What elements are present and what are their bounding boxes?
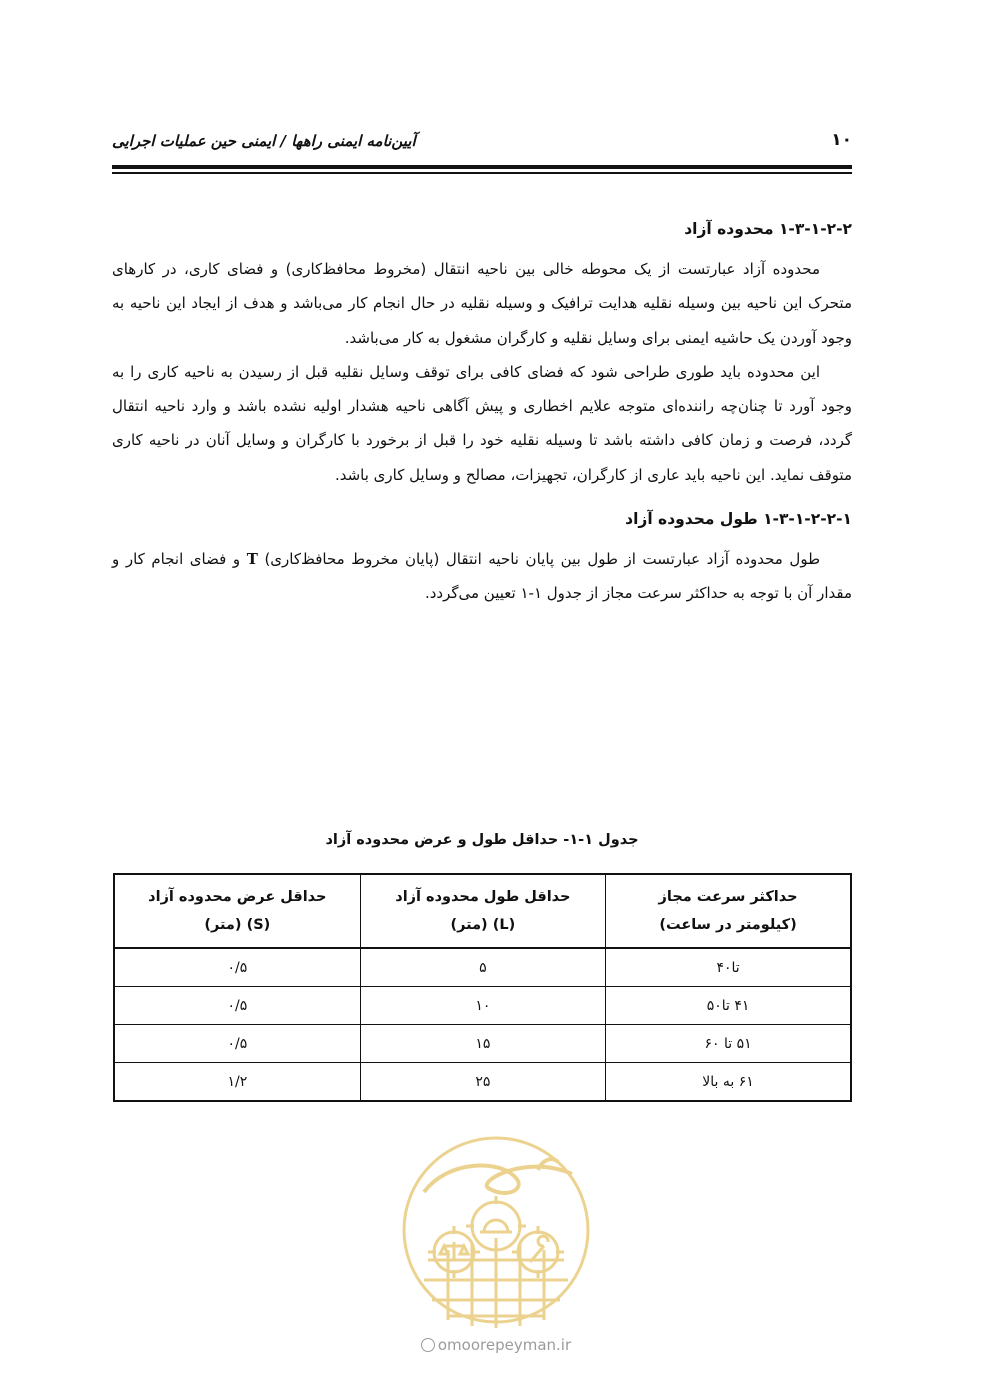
watermark-url-text: omoorepeyman.ir — [437, 1336, 572, 1354]
header-min-width-line2: (S) (متر) — [204, 917, 271, 933]
cell-length: ۲۵ — [360, 1063, 605, 1102]
watermark-logo-icon — [388, 1130, 604, 1340]
cell-speed: ۴۱ تا۵۰ — [606, 987, 851, 1025]
page-number: ۱۰ — [831, 130, 852, 150]
paragraph-free-zone-length — [112, 542, 852, 611]
cell-width: ۰/۵ — [114, 1025, 360, 1063]
header-min-length-line1: حداقل طول محدوده آزاد — [395, 889, 571, 905]
cell-width: ۰/۵ — [114, 948, 360, 987]
header-rule-thick — [112, 165, 852, 169]
symbol-t: T — [246, 550, 258, 569]
cell-width: ۰/۵ — [114, 987, 360, 1025]
cell-speed: ۵۱ تا ۶۰ — [606, 1025, 851, 1063]
cell-speed: ۶۱ به بالا — [606, 1063, 851, 1102]
section-heading-free-zone-length: ۱-۳-۱-۲-۲-۱ طول محدوده آزاد — [625, 510, 852, 529]
table-row — [114, 987, 851, 1025]
watermark-url — [396, 1336, 596, 1354]
header-max-speed-line2: (کیلومتر در ساعت) — [659, 917, 797, 933]
page-header — [112, 126, 852, 158]
table-row — [114, 948, 851, 987]
header-rule-thin — [112, 172, 852, 174]
running-title: آیین‌نامه ایمنی راهها / ایمنی حین عملیات اجرایی — [112, 132, 416, 150]
paragraph-free-zone-definition: محدوده آزاد عبارتست از یک محوطه خالی بین ناحیه انتقال (مخروط محافظ‌کاری) و فضای کاری، در کارهای متحرک این ناحیه بین وسیله نقلیه هدایت ترافیک و وسیله نقلیه در حال انجام کار می‌باشد و هدف از ایجاد این ناحیه به وجود آوردن یک حاشیه ایمنی برای وسایل نقلیه و کارگران مشغول به کار می‌باشد. — [112, 260, 852, 347]
header-min-width-line1: حداقل عرض محدوده آزاد — [148, 889, 327, 905]
cell-width: ۱/۲ — [114, 1063, 360, 1102]
cell-length: ۱۵ — [360, 1025, 605, 1063]
table-header-row — [114, 874, 851, 948]
table-row — [114, 1025, 851, 1063]
header-max-speed-line1: حداکثر سرعت مجاز — [658, 889, 798, 905]
watermark-logo — [388, 1130, 604, 1340]
cell-length: ۵ — [360, 948, 605, 987]
globe-icon — [421, 1338, 435, 1352]
header-min-length-line2: (L) (متر) — [450, 917, 516, 933]
table-caption: جدول ۱-۱- حداقل طول و عرض محدوده آزاد — [325, 832, 639, 848]
section-heading-free-zone: ۱-۳-۱-۲-۲ محدوده آزاد — [684, 220, 852, 238]
header-min-width — [114, 874, 360, 948]
free-zone-table — [113, 873, 852, 1102]
paragraph-free-zone-design: این محدوده باید طوری طراحی شود که فضای کافی برای توقف وسایل نقلیه قبل از رسیدن به ناحیه کاری را به وجود آورد تا چنان‌چه راننده‌ای متوجه علایم اخطاری و پیش آگاهی ناحیه هشدار اولیه نشده باشد و وارد ناحیه انتقال گردد، فرصت و زمان کافی داشته باشد تا وسیله نقلیه خود را قبل از برخورد با کارگران و وسایل آنان در ناحیه کاری متوقف نماید. این ناحیه باید عاری از کارگران، تجهیزات، مصالح و وسایل کاری باشد. — [112, 362, 852, 484]
paragraph-text-part1: طول محدوده آزاد عبارتست از طول بین پایان ناحیه انتقال (پایان مخروط محافظ‌کاری) — [257, 550, 821, 569]
paragraph-text-part2: و فضای انجام کار و مقدار آن با توجه به حداکثر سرعت مجاز از جدول ۱-۱ تعیین می‌گردد. — [112, 550, 852, 603]
page-body — [112, 212, 852, 611]
header-min-length — [360, 874, 605, 948]
table-row — [114, 1063, 851, 1102]
cell-length: ۱۰ — [360, 987, 605, 1025]
cell-speed: تا۴۰ — [606, 948, 851, 987]
header-max-speed — [606, 874, 851, 948]
